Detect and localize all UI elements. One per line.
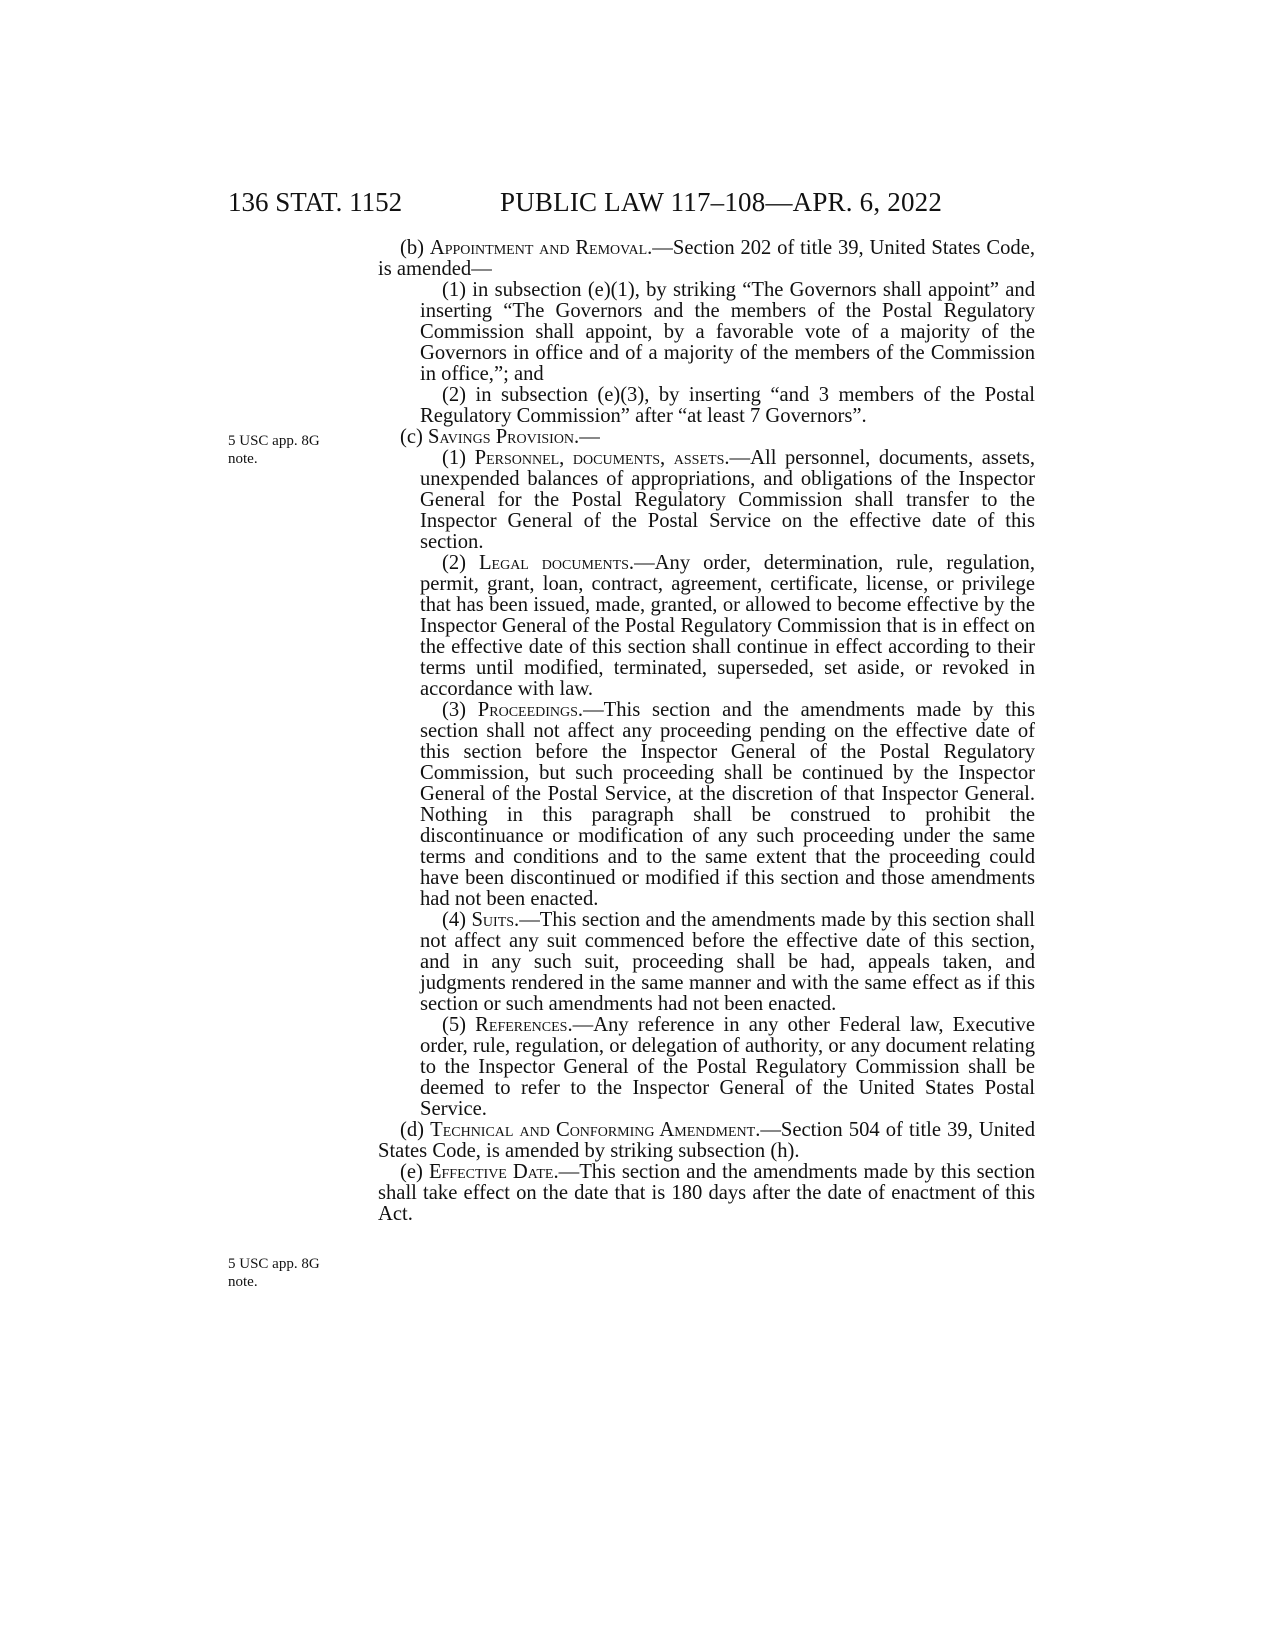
paragraph-c5-references: (5) References.—Any reference in any other Federal law, Executive order, rule, regulation, or delegation of authority, or any document relating to the Inspector General of the Postal Regulatory Commission shall be deemed to refer to the Inspector General of the United States Postal Service. [420, 1014, 1035, 1120]
subsection-heading: Effective Date [428, 1161, 554, 1183]
paragraph-heading: References [475, 1014, 568, 1036]
paragraph-b1: (1) in subsection (e)(1), by striking “The Governors shall appoint” and inserting “The Governors and the members of the Postal Regulatory Commission shall appoint, by a favorable vote of a majority of the Governors in office and of a majority of the members of the Commission in office,”; and [420, 279, 1035, 385]
paragraph-heading: Personnel, documents, assets [474, 447, 725, 469]
margin-note-label: note. [228, 1274, 258, 1290]
margin-note-citation: 5 USC app. 8G [228, 1256, 320, 1272]
stat-page-reference: 136 STAT. 1152 [228, 187, 403, 217]
document-body [378, 238, 1035, 1225]
public-law-title: PUBLIC LAW 117–108—APR. 6, 2022 [500, 187, 943, 217]
paragraph-heading: Proceedings [477, 699, 578, 721]
paragraph-c3-proceedings: (3) Proceedings.—This section and the amendments made by this section shall not affect any proceeding pending on the effective date of this section before the Inspector General of the Postal Regulatory Commission, but such proceeding shall be continued by the Inspector General of the Postal Service, at the discretion of that Inspector General. Nothing in this paragraph shall be construed to prohibit the discontinuance or modification of any such proceeding under the same terms and conditions and to the same extent that the proceeding could have been discontinued or modified if this section and those amendments had not been enacted. [420, 699, 1035, 910]
margin-note-citation: 5 USC app. 8G [228, 433, 320, 449]
paragraph-heading: Legal documents [478, 552, 629, 574]
margin-note-label: note. [228, 451, 258, 467]
paragraph-c2-legal-documents: (2) Legal documents.—Any order, determination, rule, regulation, permit, grant, loan, contract, agreement, certificate, license, or privilege that has been issued, made, granted, or allowed to become effective by the Inspector General of the Postal Regulatory Commission that is in effect on the effective date of this section shall continue in effect according to their terms until modified, terminated, superseded, set aside, or revoked in accordance with law. [420, 552, 1035, 700]
paragraph-heading: Suits [471, 909, 515, 931]
paragraph-c1-personnel: (1) Personnel, documents, assets.—All personnel, documents, assets, unexpended balances of appropriations, and obligations of the Inspector General for the Postal Regulatory Commission shall transfer to the Inspector General of the Postal Service on the effective date of this section. [420, 447, 1035, 553]
subsection-heading: Technical and Conforming Amendment [430, 1119, 756, 1141]
subsection-c-savings-provision: (c) Savings Provision.— [400, 426, 600, 448]
subsection-heading: Appointment and Removal [429, 237, 648, 259]
subsection-e-effective-date: (e) Effective Date.—This section and the amendments made by this section shall take effect on the date that is 180 days after the date of enactment of this Act. [378, 1161, 1035, 1225]
subsection-d-technical-amendment: (d) Technical and Conforming Amendment.—Section 504 of title 39, United States Code, is amended by striking subsection (h). [378, 1119, 1035, 1162]
subsection-heading: Savings Provision [428, 426, 575, 448]
subsection-b-appointment-removal: (b) Appointment and Removal.—Section 202 of title 39, United States Code, is amended— [378, 237, 1035, 280]
paragraph-c4-suits: (4) Suits.—This section and the amendments made by this section shall not affect any suit commenced before the effective date of this section, and in any such suit, proceeding shall be had, appeals taken, and judgments rendered in the same manner and with the same effect as if this section or such amendments had not been enacted. [420, 909, 1035, 1015]
margin-note-savings [228, 432, 348, 468]
margin-note-effective-date [228, 1255, 348, 1291]
paragraph-b2: (2) in subsection (e)(3), by inserting “and 3 members of the Postal Regulatory Commission” after “at least 7 Governors”. [420, 384, 1035, 427]
